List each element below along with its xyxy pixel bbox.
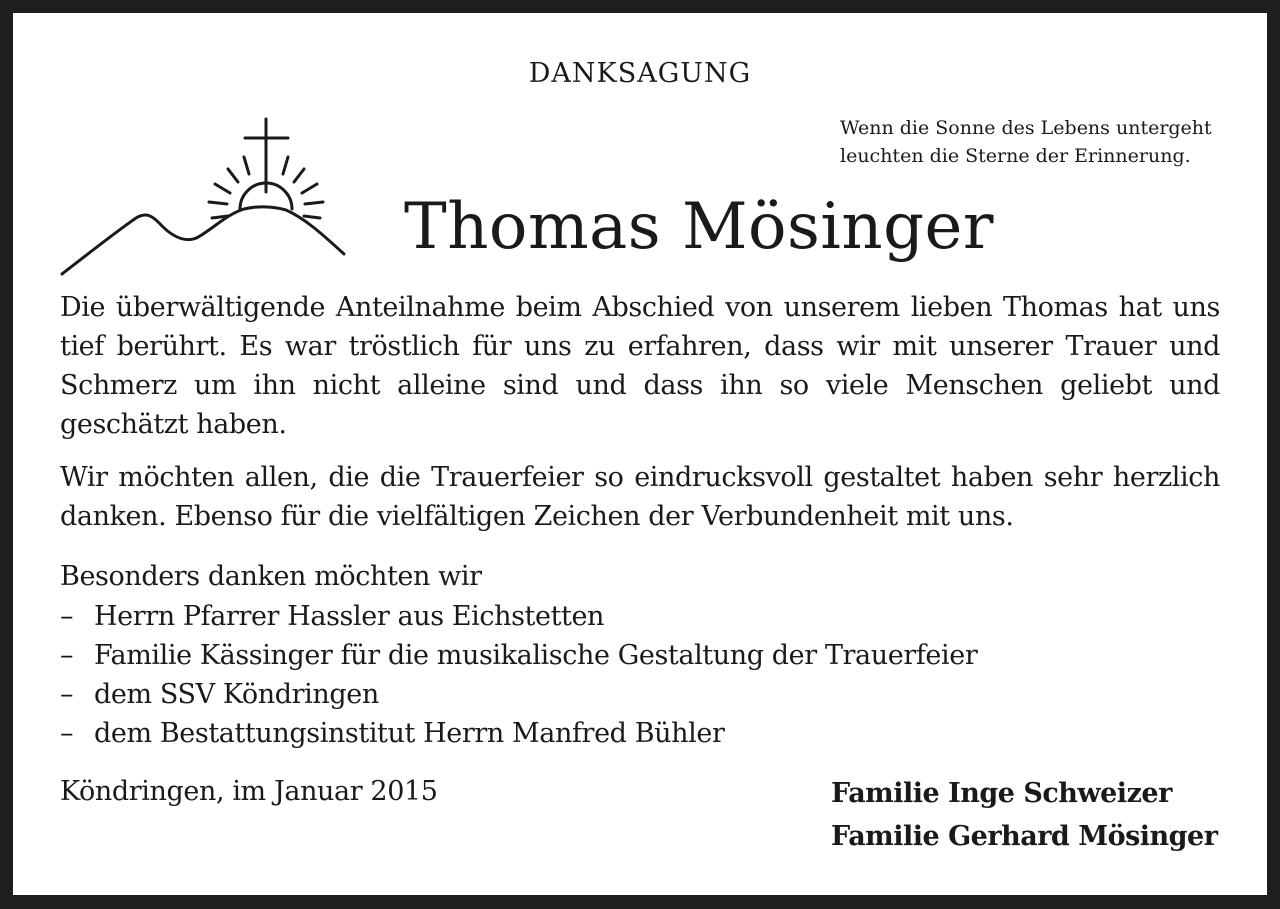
bullet-dash: – xyxy=(60,679,74,710)
place-date: Köndringen, im Januar 2015 xyxy=(60,776,438,807)
bullet-dash: – xyxy=(60,601,74,632)
cross-sunset-mountain-icon xyxy=(58,114,358,279)
motto-line: Wenn die Sonne des Lebens untergeht xyxy=(840,117,1212,139)
thanks-intro: Besonders danken möchten wir xyxy=(60,561,482,592)
signer-name: Familie Inge Schweizer xyxy=(831,778,1172,809)
list-item-text: Familie Kässinger für die musikalische Gestaltung der Trauerfeier xyxy=(94,640,978,671)
list-item xyxy=(60,597,977,636)
signers xyxy=(831,772,1217,858)
thanks-paragraph: Die überwältigende Anteilnahme beim Abschied von unserem lieben Thomas hat uns tief berührt. Es war tröstlich für uns zu erfahren, dass wir mit unserer Trauer und Schmerz um ihn nicht alleine sind und dass ihn so viele Menschen geliebt und geschätzt haben. xyxy=(60,292,1220,440)
thanks-paragraph: Wir möchten allen, die die Trauerfeier so eindrucksvoll gestaltet haben sehr herzlich danken. Ebenso für die vielfältigen Zeichen der Verbundenheit mit uns. xyxy=(60,462,1220,532)
bullet-dash: – xyxy=(60,640,74,671)
list-item-text: dem SSV Köndringen xyxy=(94,679,379,710)
list-item xyxy=(60,636,977,675)
motto xyxy=(840,114,1260,170)
thanks-list xyxy=(60,597,977,753)
list-item-text: dem Bestattungsinstitut Herrn Manfred Bühler xyxy=(94,718,725,749)
list-item xyxy=(60,675,977,714)
list-item xyxy=(60,714,977,753)
bullet-dash: – xyxy=(60,718,74,749)
motto-line: leuchten die Sterne der Erinnerung. xyxy=(840,145,1191,167)
deceased-name: Thomas Mösinger xyxy=(404,190,994,264)
list-item-text: Herrn Pfarrer Hassler aus Eichstetten xyxy=(94,601,605,632)
signer-name: Familie Gerhard Mösinger xyxy=(831,821,1218,852)
notice-heading: DANKSAGUNG xyxy=(528,58,752,89)
